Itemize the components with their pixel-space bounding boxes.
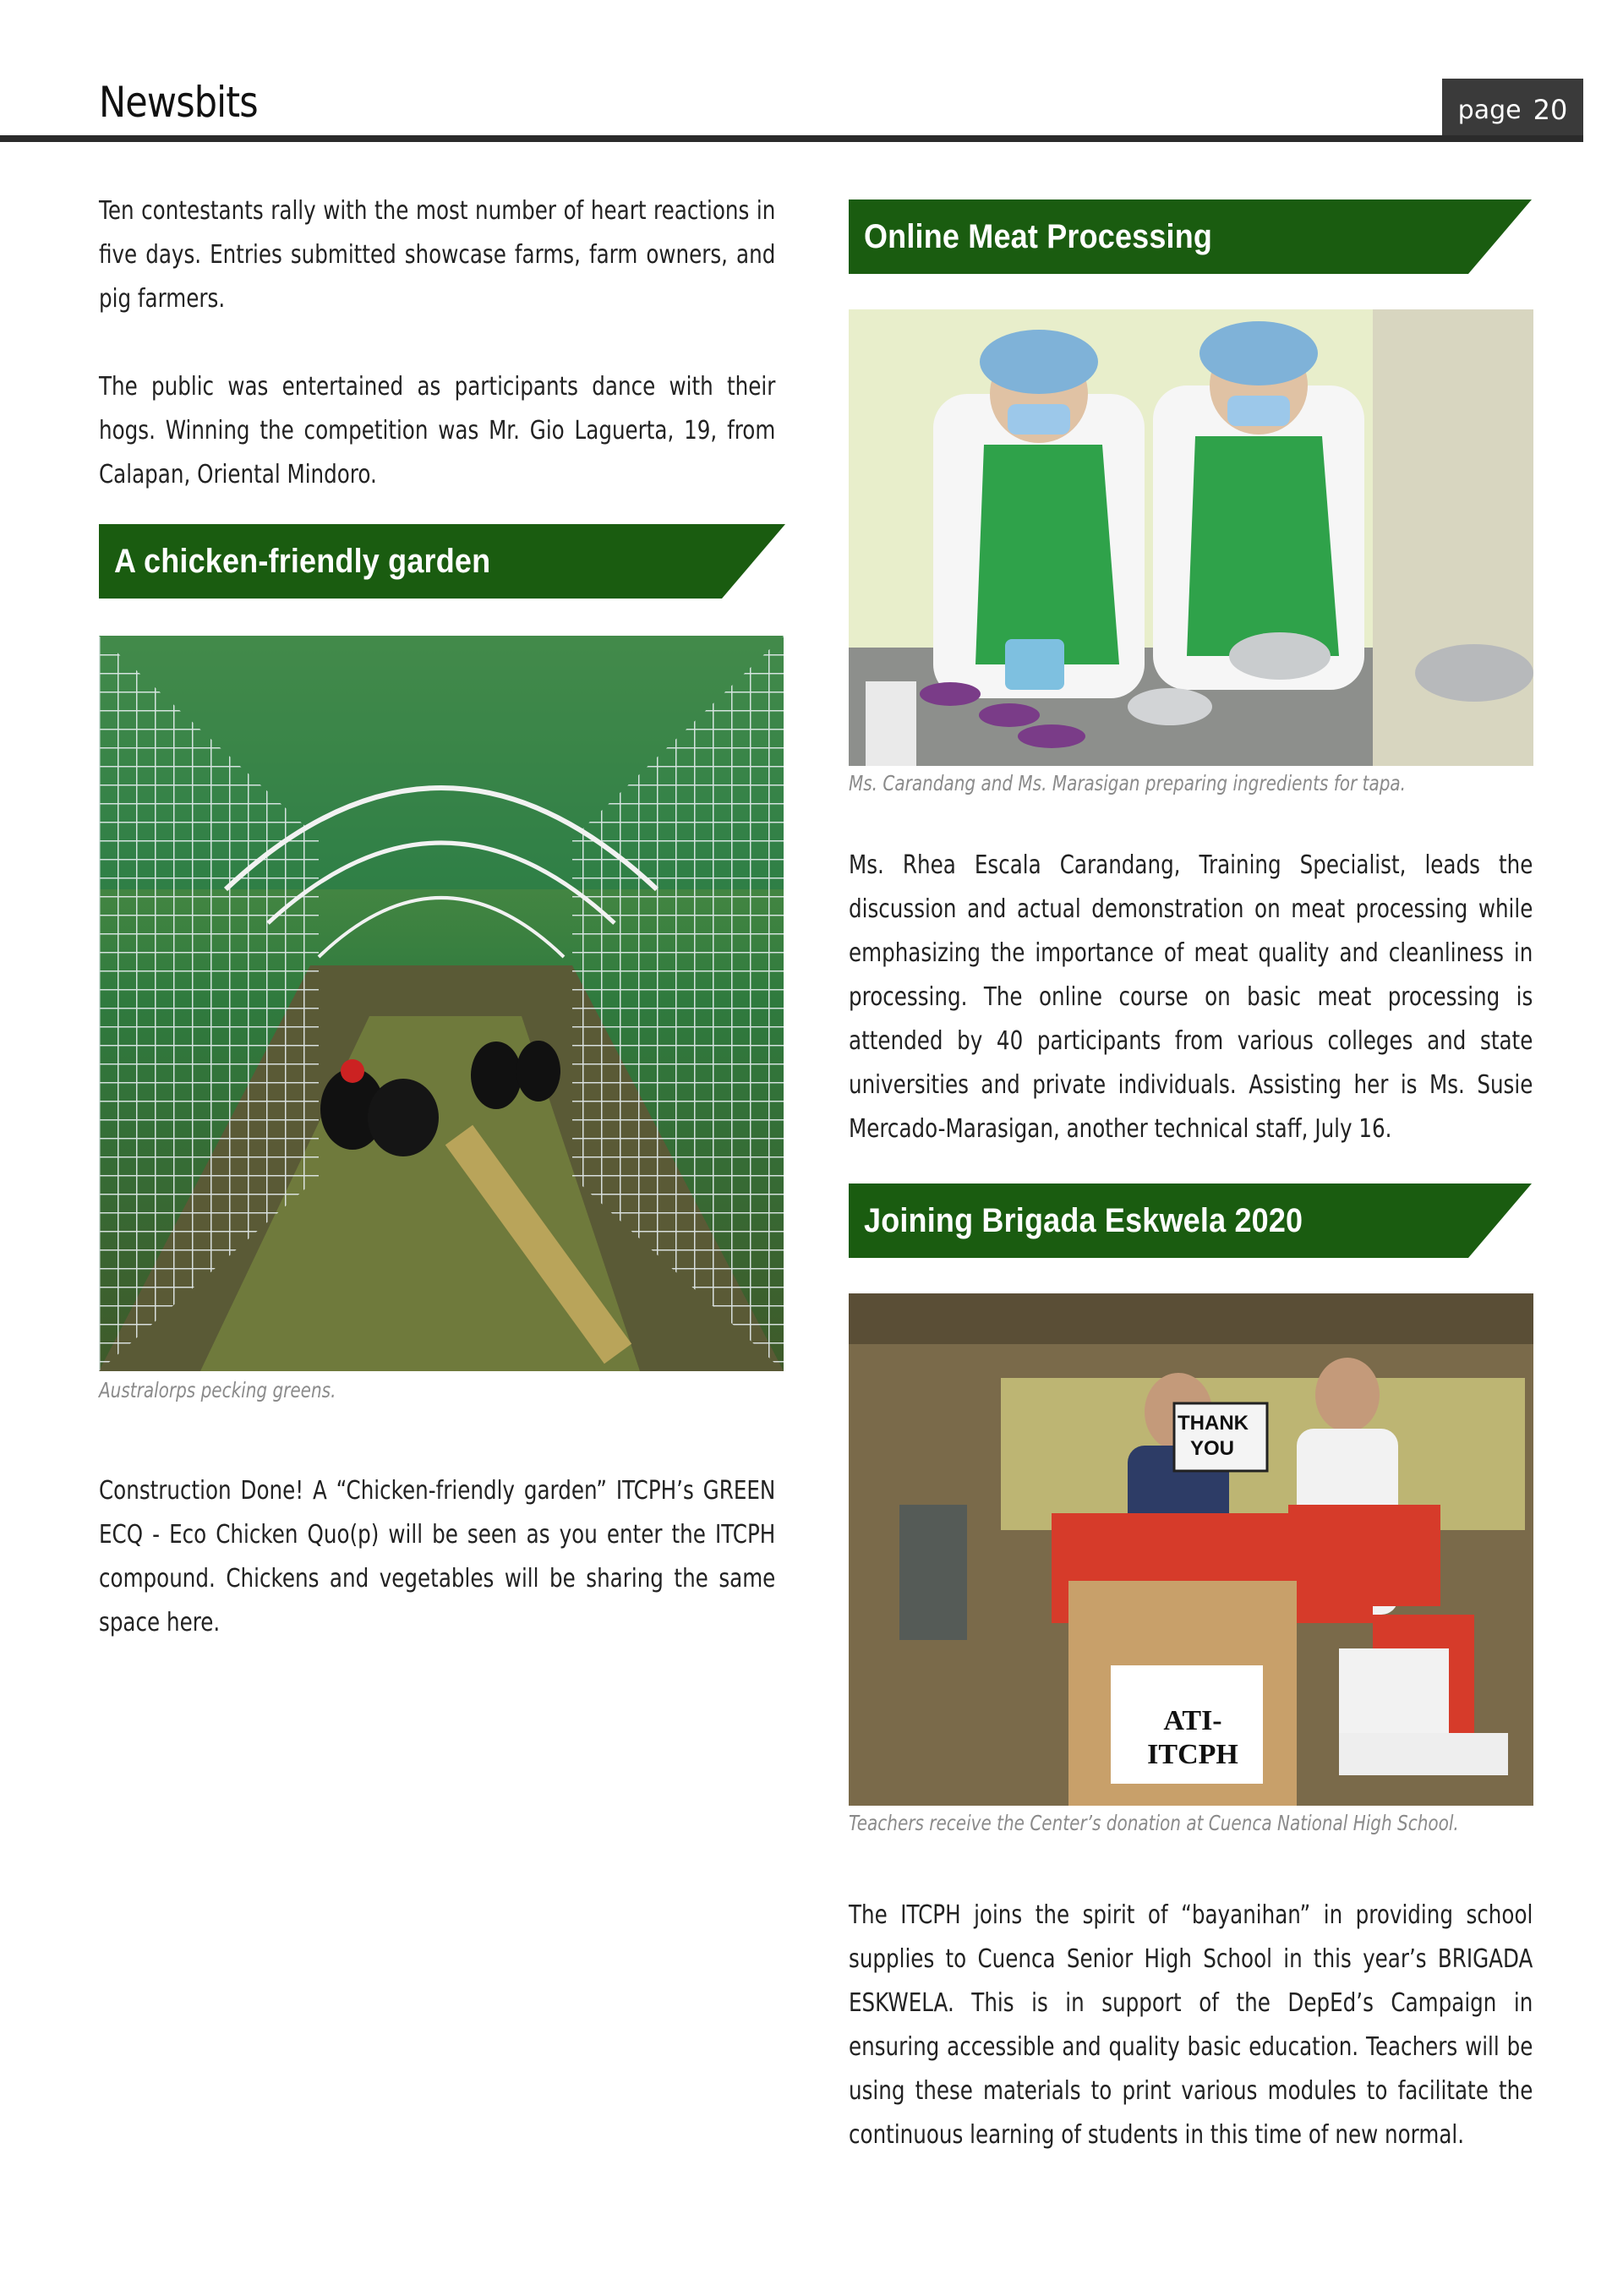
page-label: page (1457, 95, 1522, 125)
section-title: Newsbits (99, 78, 258, 127)
meat-processing-paragraph: Ms. Rhea Escala Carandang, Training Specialist, leads the discussion and actual demonstration on meat processing while emphasizing the importance of meat quality and cleanliness in processing. The online course on basic meat processing is attended by 40 participants from various colleges and state universities and private individuals. Assisting her is Ms. Susie Mercado-Marasigan, another technical staff, July 16. (849, 850, 1533, 1144)
meat-processing-caption: Ms. Carandang and Ms. Marasigan preparing ingredients for tapa. (849, 771, 1407, 795)
page-number-badge (1442, 79, 1583, 141)
brigada-paragraph: The ITCPH joins the spirit of “bayanihan” in providing school supplies to Cuenca Senior High School in this year’s BRIGADA ESKWELA. This is in support of the DepEd’s Campaign in ensuring accessible and quality basic education. Teachers will be using these materials to print various modules to facilitate the continuous learning of students in this time of new normal. (849, 1900, 1533, 2150)
intro-paragraph-1: Ten contestants rally with the most number of heart reactions in five days. Entries submitted showcase farms, farm owners, and pig farmers. (99, 196, 776, 314)
intro-paragraph-2: The public was entertained as participants dance with their hogs. Winning the competition was Mr. Gio Laguerta, 19, from Calapan, Oriental Mindoro. (99, 372, 776, 489)
chicken-garden-heading: A chicken-friendly garden (114, 543, 491, 580)
photo-thank-you-sign: THANK YOU (1178, 1412, 1249, 1460)
brigada-heading-banner (849, 1184, 1532, 1258)
meat-processing-photo (849, 309, 1533, 766)
chicken-garden-body (99, 1469, 775, 1645)
brigada-body (849, 1894, 1533, 2157)
meat-processing-heading-banner (849, 200, 1532, 274)
photo-box-label: ATI-ITCPH (1147, 1705, 1238, 1770)
brigada-caption: Teachers receive the Center’s donation at Cuenca National High School. (849, 1811, 1459, 1835)
chicken-garden-photo (99, 636, 784, 1371)
chicken-garden-caption: Australorps pecking greens. (99, 1378, 336, 1402)
meat-processing-heading: Online Meat Processing (864, 218, 1213, 255)
intro-text (99, 189, 775, 497)
brigada-heading: Joining Brigada Eskwela 2020 (864, 1202, 1303, 1239)
chicken-garden-paragraph: Construction Done! A “Chicken-friendly garden” ITCPH’s GREEN ECQ - Eco Chicken Quo(p) will be seen as you enter the ITCPH compound. Chickens and vegetables will be sharing the same space here. (99, 1476, 776, 1637)
brigada-photo (849, 1293, 1533, 1806)
header-rule (0, 135, 1583, 142)
page-number: 20 (1533, 94, 1568, 126)
chicken-garden-heading-banner (99, 524, 785, 599)
meat-processing-image (849, 309, 1533, 766)
chicken-garden-image (99, 636, 784, 1371)
meat-processing-body (849, 844, 1533, 1151)
